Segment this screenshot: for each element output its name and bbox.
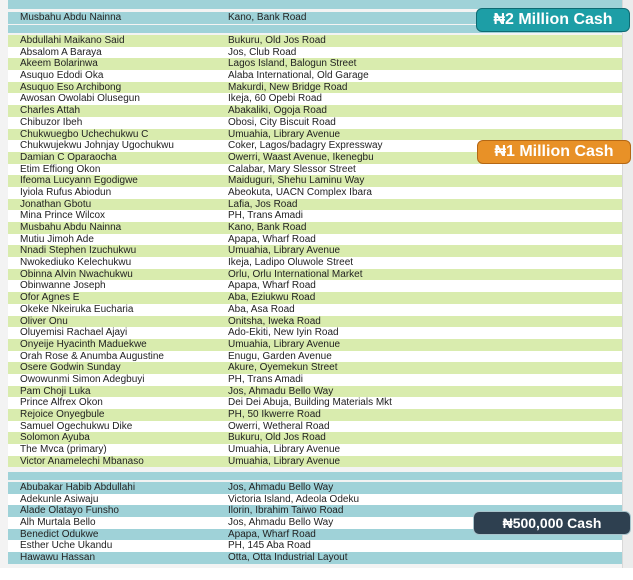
- winner-address: Ilorin, Ibrahim Taiwo Road: [228, 505, 344, 517]
- table-row: [8, 222, 622, 234]
- winner-address: Kano, Bank Road: [228, 222, 307, 233]
- winner-name: Owowunmi Simon Adegbuyi: [20, 373, 145, 385]
- winner-address: Jos, Ahmadu Bello Way: [228, 385, 334, 397]
- table-row: [8, 362, 622, 374]
- winner-name: Onyeije Hyacinth Maduekwe: [20, 338, 147, 350]
- winner-name: Pam Choji Luka: [20, 385, 91, 397]
- winner-name: Solomon Ayuba: [20, 432, 90, 444]
- winner-name: Prince Alfrex Okon: [20, 397, 103, 409]
- winner-address: PH, Trans Amadi: [228, 373, 304, 385]
- winner-address: Lafia, Jos Road: [228, 198, 298, 210]
- winner-name: Adekunle Asiwaju: [20, 493, 99, 505]
- winner-address: Victoria Island, Adeola Odeku: [228, 493, 360, 505]
- winner-name: Jonathan Gbotu: [20, 198, 92, 210]
- table-row: [8, 58, 622, 70]
- winner-name: Alade Olatayo Funsho: [20, 505, 119, 517]
- table-row: [8, 456, 622, 468]
- winner-address: Bukuru, Old Jos Road: [228, 35, 326, 46]
- winner-name: Orah Rose & Anumba Augustine: [20, 350, 164, 362]
- winner-address: Coker, Lagos/badagry Expressway: [228, 140, 383, 152]
- table-row: [8, 47, 622, 59]
- table-row: [8, 187, 622, 199]
- table-row: [8, 386, 622, 398]
- winner-address: Ikeja, 60 Opebi Road: [228, 93, 322, 105]
- winner-address: Umuahia, Library Avenue: [228, 128, 341, 140]
- winner-name: Obinwanne Joseph: [20, 280, 106, 292]
- winner-address: Bukuru, Old Jos Road: [228, 432, 326, 444]
- one-million-cash-badge: ₦1 Million Cash: [477, 140, 631, 164]
- winner-address: Calabar, Mary Slessor Street: [228, 163, 356, 175]
- winner-address: Owerri, Waast Avenue, Ikenegbu: [228, 151, 374, 163]
- five-hundred-thousand-cash-badge: ₦500,000 Cash: [473, 511, 631, 535]
- winner-name: Chukwujekwu Johnjay Ugochukwu: [20, 140, 174, 152]
- winner-name: The Mvca (primary): [20, 444, 107, 456]
- winner-address: Jos, Club Road: [228, 46, 297, 58]
- two-million-cash-badge: ₦2 Million Cash: [476, 8, 630, 32]
- table-row: [8, 304, 622, 316]
- winner-name: Okeke Nkeiruka Eucharia: [20, 303, 134, 315]
- winner-name: Abubakar Habib Abdullahi: [20, 482, 136, 493]
- winner-address: Umuahia, Library Avenue: [228, 338, 341, 350]
- winner-address: PH, 145 Aba Road: [228, 540, 311, 552]
- winner-address: Onitsha, Iweka Road: [228, 315, 321, 327]
- winner-address: Owerri, Wetheral Road: [228, 420, 330, 432]
- winner-name: Esther Uche Ukandu: [20, 540, 113, 552]
- winner-address: Apapa, Wharf Road: [228, 528, 316, 540]
- winner-address: Enugu, Garden Avenue: [228, 350, 332, 362]
- winner-address: PH, 50 Ikwerre Road: [228, 409, 321, 420]
- winner-name: Ifeoma Lucyann Egodigwe: [20, 175, 138, 187]
- winner-name: Oliver Onu: [20, 315, 68, 327]
- winner-name: Nnadi Stephen Izuchukwu: [20, 245, 137, 257]
- table-row: [8, 234, 622, 246]
- winner-name: Ofor Agnes E: [20, 292, 80, 304]
- winner-name: Osere Godwin Sunday: [20, 362, 121, 374]
- table-row: [8, 374, 622, 386]
- winner-name: Alh Murtala Bello: [20, 517, 96, 529]
- winner-address: Umuahia, Library Avenue: [228, 444, 341, 456]
- winner-address: Abakaliki, Ogoja Road: [228, 105, 327, 117]
- page-right-border: [622, 0, 633, 580]
- table-row: [8, 129, 622, 141]
- winner-name: Chukwuegbo Uchechukwu C: [20, 128, 149, 140]
- winner-name: Absalom A Baraya: [20, 46, 102, 58]
- winner-address: Alaba International, Old Garage: [228, 70, 369, 82]
- winner-address: PH, Trans Amadi: [228, 210, 304, 222]
- winner-address: Ado-Ekiti, New Iyin Road: [228, 327, 339, 339]
- winner-name: Chibuzor Ibeh: [20, 116, 83, 128]
- winner-address: Ikeja, Ladipo Oluwole Street: [228, 257, 354, 269]
- winner-address: Otta, Otta Industrial Layout: [228, 552, 348, 564]
- table-row: [8, 482, 622, 494]
- winner-address: Obosi, City Biscuit Road: [228, 116, 336, 128]
- winner-address: Jos, Ahmadu Bello Way: [228, 482, 334, 493]
- winner-address: Makurdi, New Bridge Road: [228, 81, 348, 93]
- table-row: [8, 199, 622, 211]
- winner-name: Abdullahi Maikano Said: [20, 35, 125, 46]
- section-one-million: [8, 35, 622, 467]
- winner-name: Musbahu Abdu Nainna: [20, 12, 122, 23]
- table-row: [8, 444, 622, 456]
- table-row: [8, 210, 622, 222]
- winner-name: Musbahu Abdu Nainna: [20, 222, 122, 233]
- table-row: [8, 409, 622, 421]
- table-row: [8, 397, 622, 409]
- winner-name: Etim Effiong Okon: [20, 163, 101, 175]
- winner-name: Iyiola Rufus Abiodun: [20, 186, 112, 198]
- table-row: [8, 327, 622, 339]
- table-row: [8, 432, 622, 444]
- table-row: [8, 117, 622, 129]
- table-row: [8, 82, 622, 94]
- winner-name: Akeem Bolarinwa: [20, 58, 98, 70]
- section-divider: [8, 472, 622, 480]
- winner-name: Mutiu Jimoh Ade: [20, 233, 94, 245]
- table-row: [8, 339, 622, 351]
- winner-name: Benedict Odukwe: [20, 528, 99, 540]
- winner-name: Mina Prince Wilcox: [20, 210, 106, 222]
- table-row: [8, 552, 622, 564]
- winner-address: Aba, Asa Road: [228, 303, 295, 315]
- table-row: [8, 540, 622, 552]
- winner-name: Rejoice Onyegbule: [20, 409, 105, 420]
- table-row: [8, 316, 622, 328]
- table-row: [8, 35, 622, 47]
- table-row: [8, 245, 622, 257]
- winner-name: Damian C Oparaocha: [20, 151, 117, 163]
- winner-name: Nwokediuko Kelechukwu: [20, 257, 132, 269]
- winner-name: Obinna Alvin Nwachukwu: [20, 268, 133, 280]
- winner-address: Akure, Oyemekun Street: [228, 362, 338, 374]
- winner-address: Abeokuta, UACN Complex Ibara: [228, 186, 372, 198]
- table-row: [8, 105, 622, 117]
- winner-name: Oluyemisi Rachael Ajayi: [20, 327, 128, 339]
- table-row: [8, 421, 622, 433]
- winner-address: Umuahia, Library Avenue: [228, 455, 341, 467]
- winner-address: Aba, Eziukwu Road: [228, 292, 316, 304]
- table-row: [8, 494, 622, 506]
- winner-name: Awosan Owolabi Olusegun: [20, 93, 140, 105]
- winner-address: Apapa, Wharf Road: [228, 280, 316, 292]
- table-row: [8, 269, 622, 281]
- table-row: [8, 175, 622, 187]
- winner-address: Lagos Island, Balogun Street: [228, 58, 357, 70]
- table-row: [8, 93, 622, 105]
- winner-address: Dei Dei Abuja, Building Materials Mkt: [228, 397, 392, 409]
- winner-address: Maiduguri, Shehu Laminu Way: [228, 175, 365, 187]
- winner-address: Kano, Bank Road: [228, 12, 307, 23]
- winner-name: Victor Anamelechi Mbanaso: [20, 455, 144, 467]
- table-row: [8, 292, 622, 304]
- winner-name: Asuquo Eso Archibong: [20, 81, 122, 93]
- winner-address: Umuahia, Library Avenue: [228, 245, 341, 257]
- table-row: [8, 257, 622, 269]
- winner-address: Apapa, Wharf Road: [228, 233, 316, 245]
- winner-name: Asuquo Edodi Oka: [20, 70, 104, 82]
- winner-address: Orlu, Orlu International Market: [228, 268, 363, 280]
- table-row: [8, 351, 622, 363]
- table-row: [8, 70, 622, 82]
- winner-name: Charles Attah: [20, 105, 81, 117]
- table-row: [8, 164, 622, 176]
- winner-name: Samuel Ogechukwu Dike: [20, 420, 133, 432]
- page-bottom-strip: [0, 568, 633, 580]
- table-row: [8, 280, 622, 292]
- winner-name: Hawawu Hassan: [20, 552, 96, 564]
- winner-address: Jos, Ahmadu Bello Way: [228, 517, 334, 529]
